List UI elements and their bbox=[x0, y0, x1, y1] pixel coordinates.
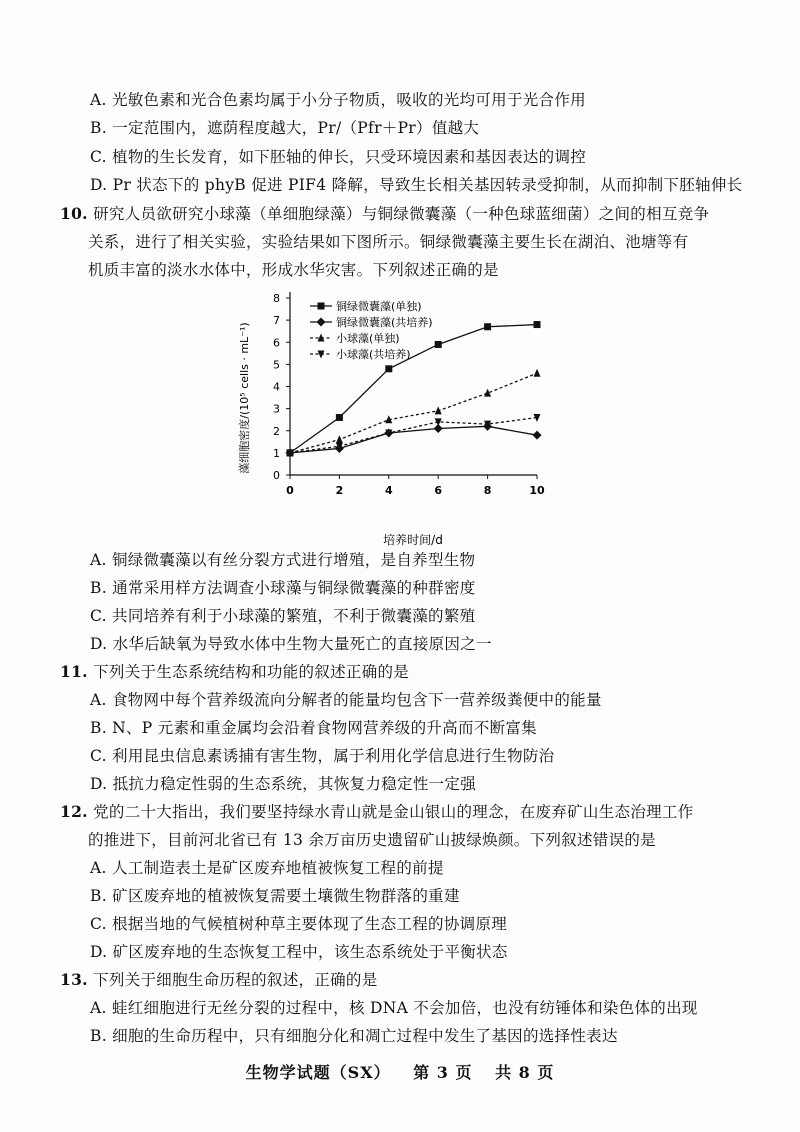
q12-stem-line2: 的推进下，目前河北省已有 13 余万亩历史遗留矿山披绿焕颜。下列叙述错误的是 bbox=[88, 831, 656, 849]
y-axis-label: 藻细胞密度/(10⁵ cells · mL⁻¹) bbox=[238, 322, 251, 474]
q11-option-b: B. N、P 元素和重金属均会沿着食物网营养级的升高而不断富集 bbox=[90, 719, 537, 737]
q11-option-d: D. 抵抗力稳定性弱的生态系统，其恢复力稳定性一定强 bbox=[90, 775, 477, 793]
q13-stem bbox=[60, 970, 378, 990]
x-tick-label: 10 bbox=[529, 484, 545, 497]
q10-number: 10. bbox=[60, 204, 88, 223]
data-point bbox=[435, 341, 442, 348]
legend-entry-3 bbox=[310, 331, 400, 345]
q10-option-b: B. 通常采用样方法调查小球藻与铜绿微囊藻的种群密度 bbox=[90, 579, 476, 597]
series-4 bbox=[287, 414, 541, 457]
data-point bbox=[385, 365, 392, 372]
x-tick-label: 8 bbox=[483, 484, 492, 497]
x-tick-label: 2 bbox=[335, 484, 344, 497]
legend-entry-1 bbox=[310, 299, 422, 313]
q9-option-c: C. 植物的生长发育，如下胚轴的伸长，只受环境因素和基因表达的调控 bbox=[90, 148, 587, 166]
q10-stem-line2: 关系，进行了相关实验，实验结果如下图所示。铜绿微囊藻主要生长在湖泊、池塘等有 bbox=[88, 233, 689, 251]
q9-option-d: D. Pr 状态下的 phyB 促进 PIF4 降解，导致生长相关基因转录受抑制，从而抑制下胚轴伸长 bbox=[90, 176, 743, 194]
legend-marker bbox=[317, 318, 326, 327]
y-tick-label: 8 bbox=[273, 292, 280, 305]
data-point bbox=[435, 406, 442, 414]
y-tick-label: 4 bbox=[273, 380, 280, 394]
legend-marker bbox=[318, 303, 325, 310]
q10-option-d: D. 水华后缺氧为导致水体中生物大量死亡的直接原因之一 bbox=[90, 635, 492, 653]
series-line bbox=[290, 426, 537, 453]
legend-entry-4 bbox=[310, 347, 411, 361]
series-2 bbox=[286, 422, 542, 458]
q13-number: 13. bbox=[60, 970, 88, 989]
chart-legend bbox=[310, 299, 433, 361]
page-footer bbox=[0, 1060, 800, 1083]
y-tick-label: 7 bbox=[273, 314, 280, 328]
data-point bbox=[534, 369, 541, 377]
q10-stem bbox=[60, 204, 709, 224]
series-line bbox=[290, 417, 537, 452]
q10-option-c: C. 共同培养有利于小球藻的繁殖，不利于微囊藻的繁殖 bbox=[90, 607, 476, 625]
algae-density-chart bbox=[230, 282, 570, 552]
y-tick-label: 1 bbox=[273, 446, 280, 460]
q12-option-d: D. 矿区废弃地的生态恢复工程中，该生态系统处于平衡状态 bbox=[90, 943, 508, 961]
q11-option-c: C. 利用昆虫信息素诱捕有害生物，属于利用化学信息进行生物防治 bbox=[90, 747, 555, 765]
q12-option-a: A. 人工制造表土是矿区废弃地植被恢复工程的前提 bbox=[90, 859, 444, 877]
q10-stem-line3: 机质丰富的淡水水体中，形成水华灾害。下列叙述正确的是 bbox=[88, 261, 499, 279]
y-tick-label: 5 bbox=[273, 358, 280, 372]
q12-option-c: C. 根据当地的气候植树种草主要体现了生态工程的协调原理 bbox=[90, 915, 508, 933]
legend-label: 铜绿微囊藻(共培养) bbox=[336, 316, 433, 329]
y-tick-label: 2 bbox=[273, 424, 280, 438]
legend-label: 小球藻(共培养) bbox=[336, 348, 411, 361]
data-point bbox=[336, 414, 343, 421]
x-tick-label: 4 bbox=[384, 484, 393, 497]
series-line bbox=[290, 373, 537, 453]
series-1 bbox=[287, 321, 541, 456]
series-3 bbox=[287, 369, 541, 457]
q10-stem-line1: 研究人员欲研究小球藻（单细胞绿藻）与铜绿微囊藻（一种色球蓝细菌）之间的相互竞争 bbox=[93, 205, 710, 223]
x-tick-label: 0 bbox=[286, 484, 294, 497]
y-tick-label: 3 bbox=[273, 402, 280, 416]
q12-number: 12. bbox=[60, 802, 88, 821]
x-axis-label: 培养时间/d bbox=[383, 533, 443, 547]
legend-entry-2 bbox=[310, 315, 433, 329]
footer-page-number: 第 3 页 bbox=[413, 1063, 473, 1082]
q12-stem bbox=[60, 802, 694, 822]
y-tick-label: 0 bbox=[273, 469, 280, 482]
q13-option-a: A. 蛙红细胞进行无丝分裂的过程中，核 DNA 不会加倍，也没有纺锤体和染色体的出现 bbox=[90, 999, 698, 1017]
footer-subject: 生物学试题（SX） bbox=[245, 1063, 391, 1082]
q13-option-b: B. 细胞的生命历程中，只有细胞分化和凋亡过程中发生了基因的选择性表达 bbox=[90, 1027, 618, 1045]
q10-option-a: A. 铜绿微囊藻以有丝分裂方式进行增殖，是自养型生物 bbox=[90, 551, 476, 569]
q11-option-a: A. 食物网中每个营养级流向分解者的能量均包含下一营养级粪便中的能量 bbox=[90, 691, 602, 709]
data-point bbox=[534, 321, 541, 328]
legend-label: 小球藻(单独) bbox=[336, 332, 400, 345]
q12-stem-line1: 党的二十大指出，我们要坚持绿水青山就是金山银山的理念，在废弃矿山生态治理工作 bbox=[93, 803, 694, 821]
q11-number: 11. bbox=[60, 662, 88, 681]
data-point bbox=[336, 435, 343, 443]
legend-label: 铜绿微囊藻(单独) bbox=[336, 300, 422, 313]
q13-stem-text: 下列关于细胞生命历程的叙述，正确的是 bbox=[93, 971, 378, 989]
q11-stem-text: 下列关于生态系统结构和功能的叙述正确的是 bbox=[93, 663, 410, 681]
footer-total-pages: 共 8 页 bbox=[495, 1063, 555, 1082]
data-point bbox=[484, 323, 491, 330]
y-tick-label: 6 bbox=[273, 336, 280, 350]
q12-option-b: B. 矿区废弃地的植被恢复需要土壤微生物群落的重建 bbox=[90, 887, 460, 905]
q9-option-a: A. 光敏色素和光合色素均属于小分子物质，吸收的光均可用于光合作用 bbox=[90, 91, 586, 109]
data-point bbox=[533, 431, 542, 440]
q11-stem bbox=[60, 662, 409, 682]
q9-option-b: B. 一定范围内，遮荫程度越大，Pr/（Pfr＋Pr）值越大 bbox=[90, 119, 480, 137]
x-tick-label: 6 bbox=[434, 484, 443, 497]
